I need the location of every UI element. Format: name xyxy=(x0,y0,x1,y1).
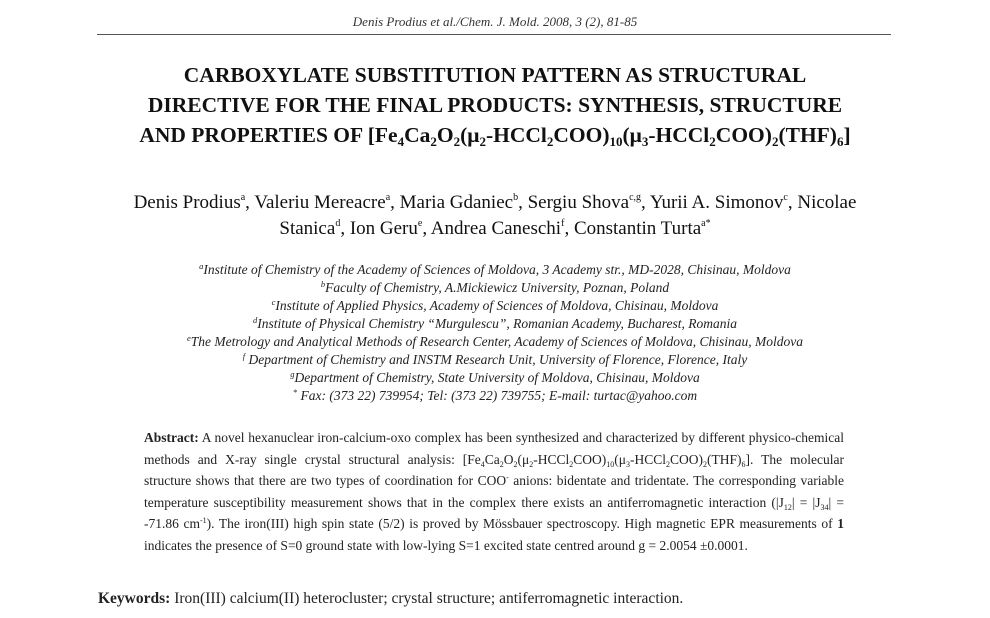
author-name: Constantin Turta xyxy=(573,218,702,239)
author-separator: , xyxy=(518,192,528,213)
abstract-run: 2 xyxy=(703,459,708,469)
affiliation-mark: d xyxy=(252,315,258,325)
affiliation xyxy=(80,279,910,297)
author-separator: , xyxy=(245,192,255,213)
title-formula-run: 2 xyxy=(709,134,716,149)
abstract-run: ]. The molecular structure shows that there are two types of coordination for COO xyxy=(144,451,844,488)
affiliation xyxy=(80,387,910,405)
title-formula-run: 2 xyxy=(479,134,486,149)
title-formula-run: -HCCl xyxy=(648,123,710,147)
abstract-run: 2 xyxy=(529,459,534,469)
affiliation xyxy=(80,297,910,315)
keywords-text: Iron(III) calcium(II) heterocluster; crystal structure; antiferromagnetic interaction. xyxy=(170,590,684,607)
abstract-run: -HCCl xyxy=(630,451,667,467)
abstract-run: - xyxy=(506,473,509,482)
keywords xyxy=(98,590,898,608)
author-affiliation-mark: a xyxy=(240,192,246,203)
title-formula-run: 2 xyxy=(546,134,554,149)
author-separator: , xyxy=(422,218,431,239)
author xyxy=(134,192,255,213)
affiliation-mark: c xyxy=(271,297,276,307)
title-formula-run: COO) xyxy=(553,123,610,147)
abstract-run: anions: bidentate and tridentate. The corresponding variable temperature susceptibility measurement shows that in the complex there exists an antiferromagnetic interaction (|J xyxy=(144,473,844,510)
abstract-label: Abstract: xyxy=(144,430,199,445)
affiliation-mark: a xyxy=(199,261,204,271)
author-name: Andrea Caneschi xyxy=(430,218,562,239)
title-formula-run: 10 xyxy=(609,134,623,149)
author-name: Yurii A. Simonov xyxy=(649,192,784,213)
abstract-run: 2 xyxy=(499,459,504,469)
affiliation xyxy=(80,369,910,387)
author xyxy=(574,218,711,239)
affiliation xyxy=(80,333,910,351)
title-line-1: CARBOXYLATE SUBSTITUTION PATTERN AS STRUCTURAL xyxy=(183,63,807,87)
affiliation-text: The Metrology and Analytical Methods of Research Center, Academy of Sciences of Moldova, Chisinau, Moldova xyxy=(190,334,804,349)
title-formula-run: 2 xyxy=(771,134,779,149)
abstract-run: (μ xyxy=(614,451,626,467)
affiliation-text: Institute of Physical Chemistry “Murgulescu”, Romanian Academy, Bucharest, Romania xyxy=(257,316,738,331)
affiliation-text: Institute of Chemistry of the Academy of Sciences of Moldova, 3 Academy str., MD-2028, Chisinau, Moldova xyxy=(203,262,791,277)
abstract-run: 2 xyxy=(666,459,671,469)
affiliation xyxy=(80,261,910,279)
author-affiliation-mark: e xyxy=(417,218,423,229)
affiliation-list xyxy=(80,261,910,405)
abstract-run: (μ xyxy=(517,451,530,467)
author-affiliation-mark: a xyxy=(385,192,391,203)
title-line-2: DIRECTIVE FOR THE FINAL PRODUCTS: SYNTHESIS, STRUCTURE xyxy=(147,93,843,117)
title-formula-run: O xyxy=(436,123,454,147)
title-formula-run: 2 xyxy=(453,134,461,149)
author-affiliation-mark: d xyxy=(335,218,341,229)
title-formula-run: Ca xyxy=(404,123,431,147)
author-affiliation-mark: c xyxy=(783,192,788,203)
abstract-run: 12 xyxy=(783,502,792,512)
abstract-run: A novel hexanuclear iron-calcium-oxo complex has been synthesized and characterized by different physico-chemical methods and X-ray single crystal structural analysis: [Fe xyxy=(144,430,844,467)
title-formula-run: 2 xyxy=(430,134,437,149)
abstract-run: 34 xyxy=(820,502,829,512)
author-separator: , xyxy=(390,192,400,213)
title-formula-run: -HCCl xyxy=(485,123,547,147)
title-formula xyxy=(398,123,851,147)
author xyxy=(650,192,798,213)
author xyxy=(400,192,528,213)
author xyxy=(431,218,574,239)
author xyxy=(254,192,399,213)
abstract xyxy=(144,427,844,556)
affiliation-mark: b xyxy=(320,279,326,289)
abstract-run: 2 xyxy=(513,459,518,469)
affiliation-text: Institute of Applied Physics, Academy of Sciences of Moldova, Chisinau, Moldova xyxy=(275,298,719,313)
author-name: Maria Gdaniec xyxy=(399,192,514,213)
abstract-run: 3 xyxy=(626,459,630,469)
abstract-run: Ca xyxy=(484,451,500,467)
author-affiliation-mark: b xyxy=(513,192,519,203)
title-formula-run: (THF) xyxy=(778,123,837,147)
abstract-run: COO) xyxy=(573,451,607,467)
abstract-run: 2 xyxy=(569,459,574,469)
keywords-label: Keywords: xyxy=(98,590,171,607)
abstract-run: COO) xyxy=(670,451,704,467)
author-list xyxy=(100,190,890,242)
title-formula-run: 3 xyxy=(641,134,649,149)
abstract-run: (THF) xyxy=(707,451,742,467)
abstract-run: 6 xyxy=(741,459,746,469)
affiliation-mark: * xyxy=(292,387,298,397)
affiliation-text: Department of Chemistry, State University of Moldova, Chisinau, Moldova xyxy=(294,370,700,385)
author-name: Sergiu Shova xyxy=(527,192,630,213)
affiliation-text: Department of Chemistry and INSTM Research Unit, University of Florence, Florence, Italy xyxy=(245,352,748,367)
title-formula-run: COO) xyxy=(715,123,772,147)
author-name: Nicolae Stanica xyxy=(279,192,857,239)
author-separator: , xyxy=(787,192,798,213)
title-line-3-prefix: AND PROPERTIES OF [Fe xyxy=(139,123,398,147)
abstract-body xyxy=(144,430,844,553)
running-head: Denis Prodius et al./Chem. J. Mold. 2008, 3 (2), 81-85 xyxy=(352,14,638,29)
author-affiliation-mark: c,g xyxy=(629,192,642,203)
header-rule xyxy=(97,34,891,35)
affiliation-mark: f xyxy=(242,351,246,361)
abstract-run: indicates the presence of S=0 ground state with low-lying S=1 excited state centred around g = 2.0054 ±0.0001. xyxy=(144,537,748,553)
title-formula-run: 4 xyxy=(397,134,405,149)
author-name: Denis Prodius xyxy=(133,192,241,213)
affiliation-text: Fax: (373 22) 739954; Tel: (373 22) 739755; E-mail: turtac@yahoo.com xyxy=(297,388,698,403)
title-formula-run: (μ xyxy=(622,123,642,147)
author-affiliation-mark: a* xyxy=(701,218,711,229)
author-separator: , xyxy=(340,218,350,239)
author-name: Valeriu Mereacre xyxy=(254,192,386,213)
abstract-run: -1 xyxy=(199,516,207,525)
affiliation xyxy=(80,351,910,369)
abstract-run: 10 xyxy=(606,459,615,469)
affiliation-mark: e xyxy=(186,333,191,343)
abstract-run: | = |J xyxy=(791,494,821,510)
abstract-run: ). The iron(III) high spin state (5/2) is proved by Mössbauer spectroscopy. High magnetic EPR measurements of xyxy=(206,516,838,531)
author-affiliation-mark: f xyxy=(561,218,565,229)
affiliation-text: Faculty of Chemistry, A.Mickiewicz University, Poznan, Poland xyxy=(325,280,670,295)
title-line-3 xyxy=(80,120,910,150)
affiliation-mark: g xyxy=(290,369,295,379)
paper-title xyxy=(80,60,910,150)
abstract-run: O xyxy=(503,451,514,467)
author-separator: , xyxy=(641,192,650,213)
author-separator: , xyxy=(564,218,574,239)
abstract-run: 1 xyxy=(837,516,844,531)
abstract-run: | = -71.86 cm xyxy=(144,494,844,531)
title-formula-run: (μ xyxy=(460,123,480,147)
title-formula-run: ] xyxy=(843,123,851,147)
abstract-run: 4 xyxy=(480,459,485,469)
author xyxy=(350,218,431,239)
author-name: Ion Geru xyxy=(349,218,418,239)
abstract-run: -HCCl xyxy=(533,451,570,467)
title-formula-run: 6 xyxy=(836,134,844,149)
affiliation xyxy=(80,315,910,333)
author xyxy=(528,192,650,213)
